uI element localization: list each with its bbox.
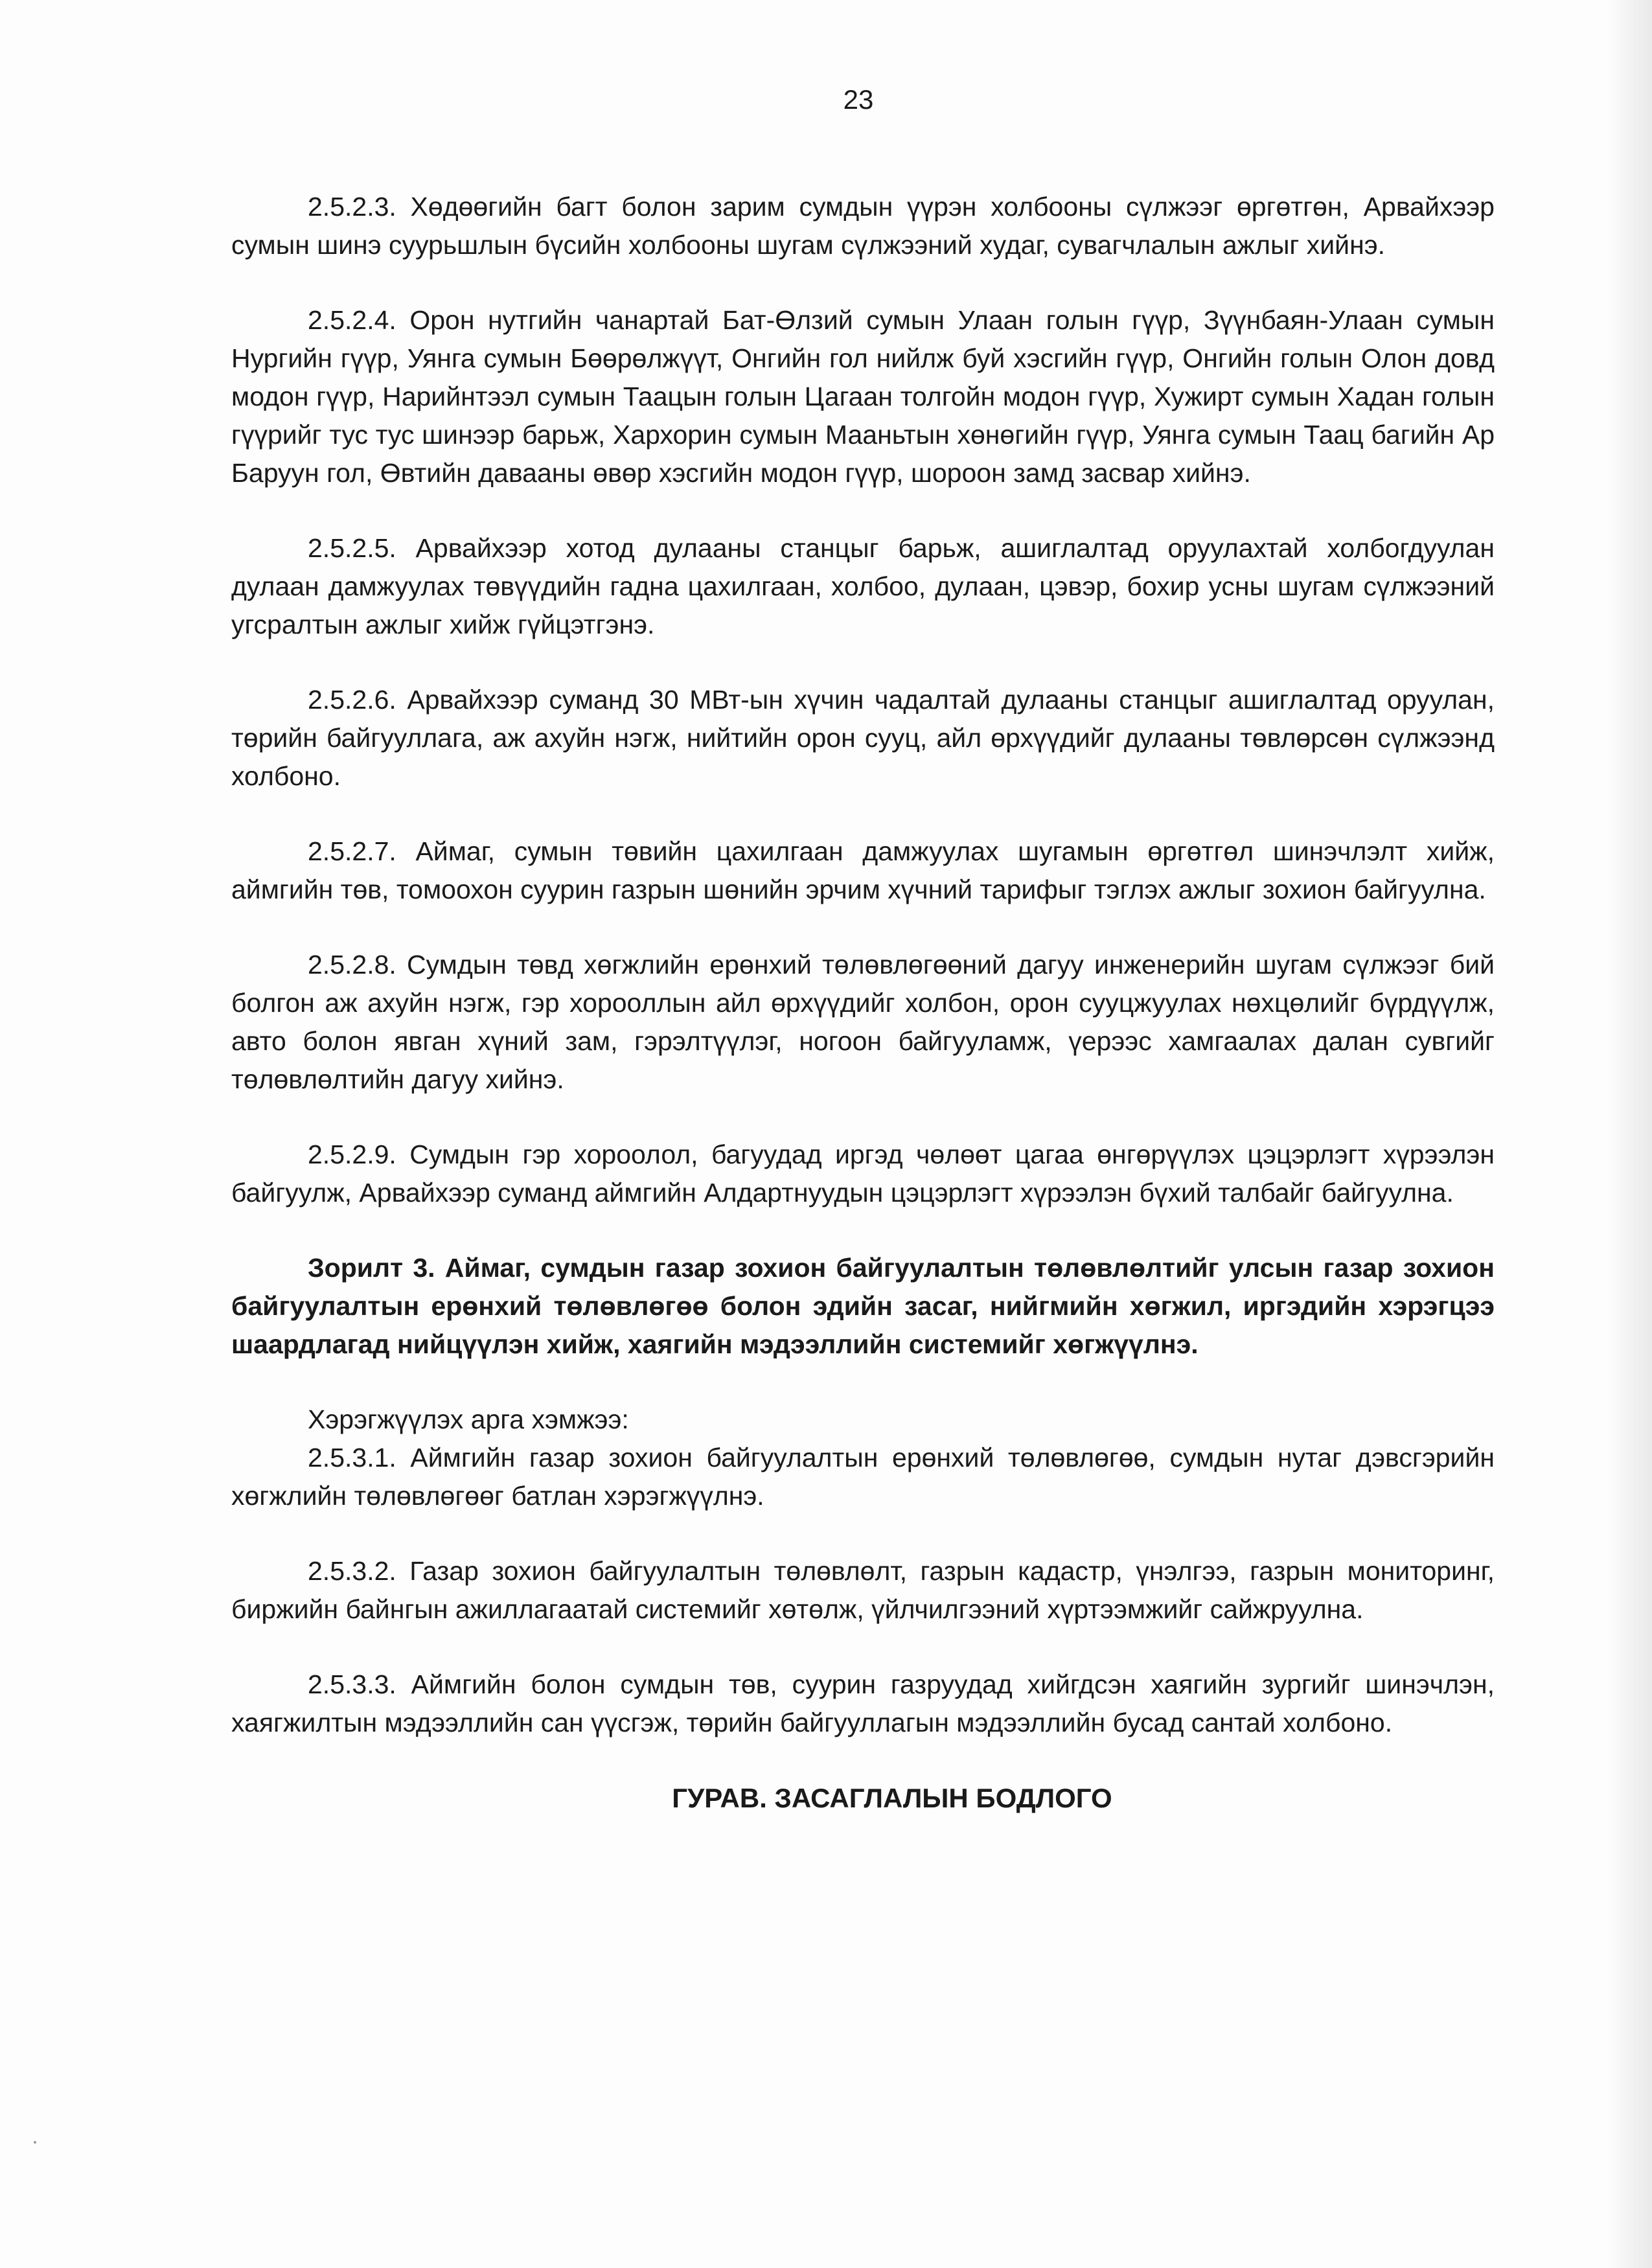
paragraph-2-5-2-5: 2.5.2.5. Арвайхээр хотод дулааны станцыг барьж, ашиглалтад оруулахтай холбогдуулан дулаан дамжуулах төвүүдийн гадна цахилгаан, холбоо, дулаан, цэвэр, бохир усны шугам сүлжээний угсралтын ажлыг хийж гүйцэтгэнэ. (231, 533, 1495, 639)
paragraph-2-5-2-7: 2.5.2.7. Аймаг, сумын төвийн цахилгаан дамжуулах шугамын өргөтгөл шинэчлэлт хийж, аймгийн төв, томоохон суурин газрын шөнийн эрчим хүчний тарифыг тэглэх ажлыг зохион байгуулна. (231, 836, 1495, 904)
page-number: 23 (843, 84, 874, 115)
paragraph-2-5-2-3: 2.5.2.3. Хөдөөгийн багт болон зарим сумдын үүрэн холбооны сүлжээг өргөтгөн, Арвайхээр сумын шинэ суурьшлын бүсийн холбооны шугам сүлжээний худаг, сувагчлалын ажлыг хийнэ. (231, 192, 1495, 260)
paragraph-2-5-3-2: 2.5.3.2. Газар зохион байгуулалтын төлөвлөлт, газрын кадастр, үнэлгээ, газрын мониторинг, биржийн байнгын ажиллагаатай системийг хөтөлж, үйлчилгээний хүртээмжийг сайжруулна. (231, 1556, 1495, 1624)
paragraph-2-5-2-4: 2.5.2.4. Орон нутгийн чанартай Бат-Өлзий сумын Улаан голын гүүр, Зүүнбаян-Улаан сумын Нургийн гүүр, Уянга сумын Бөөрөлжүүт, Онгийн гол нийлж буй хэсгийн гүүр, Онгийн голын Олон довд модон гүүр, Нарийнтээл сумын Таацын голын Цагаан толгойн модон гүүр, Хужирт сумын Хадан голын гүүрийг тус тус шинээр барьж, Хархорин сумын Мааньтын хөнөгийн гүүр, Уянга сумын Таац багийн Ар Баруун гол, Өвтийн давааны өвөр хэсгийн модон гүүр, шороон замд засвар хийнэ. (231, 305, 1495, 488)
scan-speck (34, 2141, 36, 2144)
paragraph-2-5-2-9: 2.5.2.9. Сумдын гэр хороолол, багуудад иргэд чөлөөт цагаа өнгөрүүлэх цэцэрлэгт хүрээлэн байгуулж, Арвайхээр суманд аймгийн Алдартнуудын цэцэрлэгт хүрээлэн бүхий талбайг байгуулна. (231, 1140, 1495, 1208)
section-heading: ГУРАВ. ЗАСАГЛАЛЫН БОДЛОГО (672, 1783, 1112, 1813)
paragraph-2-5-3-3: 2.5.3.3. Аймгийн болон сумдын төв, суурин газруудад хийгдсэн хаягийн зургийг шинэчлэн, хаягжилтын мэдээллийн сан үүсгэж, төрийн байгууллагын мэдээллийн бусад сантай холбоно. (231, 1669, 1495, 1737)
scan-edge-shadow (1607, 0, 1652, 2268)
paragraph-2-5-3-1: 2.5.3.1. Аймгийн газар зохион байгуулалтын ерөнхий төлөвлөгөө, сумдын нутаг дэвсгэрийн хөгжлийн төлөвлөгөөг батлан хэрэгжүүлнэ. (231, 1443, 1495, 1511)
goal-3-heading: Зорилт 3. Аймаг, сумдын газар зохион байгуулалтын төлөвлөлтийг улсын газар зохион байгуулалтын ерөнхий төлөвлөгөө болон эдийн засаг, нийгмийн хөгжил, иргэдийн хэрэгцээ шаардлагад нийцүүлэн хийж, хаягийн мэдээллийн системийг хөгжүүлнэ. (231, 1253, 1495, 1359)
paragraph-2-5-2-8: 2.5.2.8. Сумдын төвд хөгжлийн ерөнхий төлөвлөгөөний дагуу инженерийн шугам сүлжээг бий болгон аж ахуйн нэгж, гэр хорооллын айл өрхүүдийг холбон, орон сууцжуулах нөхцөлийг бүрдүүлж, авто болон явган хүний зам, гэрэлтүүлэг, ногоон байгууламж, үерээс хамгаалах далан сувгийг төлөвлөлтийн дагуу хийнэ. (231, 950, 1495, 1094)
paragraph-2-5-2-6: 2.5.2.6. Арвайхээр суманд 30 МВт-ын хүчин чадалтай дулааны станцыг ашиглалтад оруулан, төрийн байгууллага, аж ахуйн нэгж, нийтийн орон сууц, айл өрхүүдийг дулааны төвлөрсөн сүлжээнд холбоно. (231, 685, 1495, 791)
measures-label: Хэрэгжүүлэх арга хэмжээ: (308, 1404, 629, 1434)
document-body (231, 188, 1495, 1817)
